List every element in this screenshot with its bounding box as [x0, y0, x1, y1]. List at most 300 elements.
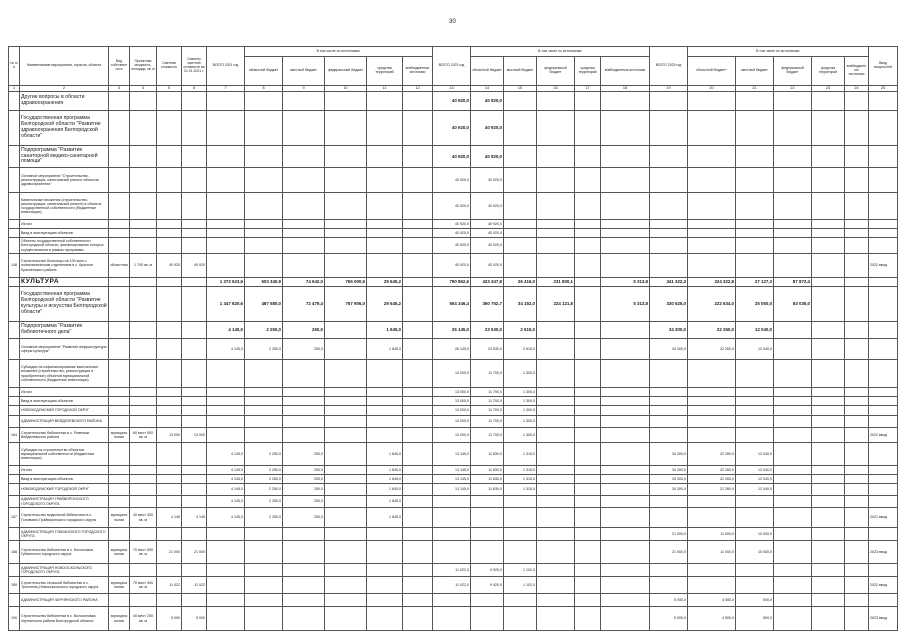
amount-cell — [504, 146, 537, 168]
amount-cell — [207, 220, 245, 229]
amount-cell — [688, 508, 736, 528]
amount-cell — [367, 254, 403, 278]
amount-cell: 250,0 — [283, 322, 325, 339]
amount-cell — [575, 416, 601, 428]
header-cell: областной бюджет — [245, 57, 283, 86]
amount-cell: 34 300,0 — [650, 466, 688, 475]
amount-cell — [845, 168, 869, 193]
amount-cell: 250,0 — [283, 443, 325, 466]
amount-cell — [283, 360, 325, 388]
object-attr-cell — [109, 594, 130, 607]
amount-cell: 1 645,0 — [367, 466, 403, 475]
amount-cell — [283, 238, 325, 254]
amount-cell — [845, 254, 869, 278]
amount-cell — [688, 388, 736, 397]
amount-cell — [601, 466, 650, 475]
amount-cell — [688, 111, 736, 146]
object-attr-cell — [130, 193, 157, 220]
amount-cell — [245, 388, 283, 397]
object-attr-cell — [130, 220, 157, 229]
table-row — [9, 238, 898, 254]
amount-cell — [403, 322, 433, 339]
amount-cell — [157, 193, 182, 220]
amount-cell: 40 920 — [157, 254, 182, 278]
column-number-cell: 23 — [812, 86, 845, 92]
amount-cell — [367, 146, 403, 168]
amount-cell — [157, 475, 182, 484]
object-attr-cell: муниципальная — [109, 577, 130, 594]
amount-cell: 21 000 — [157, 541, 182, 564]
amount-cell — [283, 229, 325, 238]
amount-cell — [537, 475, 575, 484]
object-attr-cell — [130, 278, 157, 287]
amount-cell — [207, 111, 245, 146]
amount-cell — [845, 111, 869, 146]
amount-cell: 21 000,0 — [650, 541, 688, 564]
amount-cell — [688, 254, 736, 278]
commissioning-cell — [869, 475, 898, 484]
amount-cell — [736, 229, 774, 238]
amount-cell — [182, 594, 207, 607]
commissioning-cell: 2021 ввод — [869, 508, 898, 528]
amount-cell — [812, 428, 845, 443]
object-attr-cell: муниципальная — [109, 607, 130, 631]
amount-cell: 2 250,0 — [245, 508, 283, 528]
amount-cell: 250,0 — [283, 496, 325, 508]
amount-cell — [325, 146, 367, 168]
amount-cell — [403, 278, 433, 287]
amount-cell — [601, 607, 650, 631]
amount-cell: 40 920,0 — [433, 111, 471, 146]
amount-cell — [812, 443, 845, 466]
column-number-cell: 2 — [20, 86, 109, 92]
amount-cell — [504, 528, 537, 541]
column-number-cell: 21 — [736, 86, 774, 92]
amount-cell — [403, 496, 433, 508]
item-name-cell: Строительство библиотеки в с. Ровеньки Вейделевского района — [20, 428, 109, 443]
amount-cell — [601, 594, 650, 607]
object-attr-cell — [109, 416, 130, 428]
amount-cell — [325, 229, 367, 238]
amount-cell — [537, 428, 575, 443]
amount-cell — [245, 428, 283, 443]
column-number-cell: 16 — [537, 86, 575, 92]
row-number-cell: 148 — [9, 254, 20, 278]
amount-cell: 34 300,0 — [650, 322, 688, 339]
amount-cell: 40 920,0 — [433, 229, 471, 238]
row-number-cell — [9, 278, 20, 287]
amount-cell — [650, 111, 688, 146]
amount-cell — [537, 111, 575, 146]
commissioning-cell — [869, 406, 898, 416]
amount-cell: 5 000,0 — [650, 607, 688, 631]
amount-cell — [537, 92, 575, 111]
amount-cell: 5 000 — [182, 607, 207, 631]
amount-cell — [403, 607, 433, 631]
amount-cell — [601, 193, 650, 220]
amount-cell: 29 645,2 — [367, 278, 403, 287]
amount-cell — [403, 220, 433, 229]
table-row — [9, 168, 898, 193]
row-number-cell — [9, 360, 20, 388]
amount-cell — [403, 428, 433, 443]
amount-cell — [812, 111, 845, 146]
amount-cell — [601, 484, 650, 496]
amount-cell — [245, 607, 283, 631]
amount-cell — [157, 564, 182, 577]
amount-cell — [403, 541, 433, 564]
amount-cell: 250,0 — [283, 466, 325, 475]
amount-cell — [537, 168, 575, 193]
amount-cell — [537, 594, 575, 607]
amount-cell — [736, 428, 774, 443]
amount-cell — [157, 406, 182, 416]
amount-cell — [688, 92, 736, 111]
amount-cell: 34 300,0 — [650, 475, 688, 484]
commissioning-cell — [869, 111, 898, 146]
amount-cell — [688, 220, 736, 229]
amount-cell: 34 152,0 — [504, 287, 537, 322]
amount-cell — [537, 496, 575, 508]
amount-cell — [845, 193, 869, 220]
amount-cell — [245, 594, 283, 607]
amount-cell — [245, 577, 283, 594]
amount-cell — [601, 111, 650, 146]
amount-cell — [403, 92, 433, 111]
amount-cell: 11 830,0 — [471, 484, 504, 496]
amount-cell — [845, 416, 869, 428]
amount-cell — [736, 416, 774, 428]
header-cell: федеральный бюджет — [325, 57, 367, 86]
amount-cell: 4 500,0 — [688, 594, 736, 607]
amount-cell: 13 145,0 — [433, 484, 471, 496]
amount-cell — [845, 238, 869, 254]
header-group-row — [9, 47, 898, 57]
amount-cell — [774, 220, 812, 229]
column-number-cell: 18 — [601, 86, 650, 92]
amount-cell — [325, 397, 367, 406]
amount-cell — [537, 443, 575, 466]
amount-cell — [403, 443, 433, 466]
amount-cell: 1 645,0 — [367, 443, 403, 466]
column-number-cell: 4 — [130, 86, 157, 92]
page-number: 30 — [449, 19, 456, 25]
amount-cell — [367, 92, 403, 111]
object-attr-cell — [130, 388, 157, 397]
amount-cell: 2 615,0 — [504, 322, 537, 339]
amount-cell — [845, 146, 869, 168]
amount-cell — [504, 607, 537, 631]
amount-cell: 1 315,0 — [504, 443, 537, 466]
amount-cell: 330 625,0 — [650, 287, 688, 322]
table-row — [9, 416, 898, 428]
header-cell: местный бюджет — [504, 57, 537, 86]
table-row — [9, 577, 898, 594]
amount-cell — [367, 428, 403, 443]
amount-cell: 4 145,0 — [207, 484, 245, 496]
amount-cell — [325, 416, 367, 428]
amount-cell — [367, 564, 403, 577]
amount-cell — [325, 577, 367, 594]
amount-cell — [283, 220, 325, 229]
commissioning-cell — [869, 278, 898, 287]
amount-cell — [325, 607, 367, 631]
amount-cell: 224 322,8 — [688, 278, 736, 287]
amount-cell — [157, 339, 182, 360]
table-row — [9, 360, 898, 388]
amount-cell — [367, 594, 403, 607]
amount-cell — [650, 496, 688, 508]
amount-cell: 40 920,0 — [433, 193, 471, 220]
amount-cell — [182, 406, 207, 416]
amount-cell — [182, 278, 207, 287]
amount-cell — [207, 528, 245, 541]
object-attr-cell — [109, 475, 130, 484]
table-row — [9, 564, 898, 577]
amount-cell — [601, 508, 650, 528]
amount-cell — [688, 496, 736, 508]
amount-cell — [504, 111, 537, 146]
amount-cell — [845, 278, 869, 287]
header-cell: федеральный бюджет — [537, 57, 575, 86]
amount-cell: 83 035,0 — [774, 287, 812, 322]
object-attr-cell: областная — [109, 254, 130, 278]
amount-cell — [325, 339, 367, 360]
amount-cell — [325, 541, 367, 564]
object-attr-cell — [109, 193, 130, 220]
amount-cell: 13 000,0 — [433, 416, 471, 428]
amount-cell — [403, 577, 433, 594]
amount-cell — [403, 406, 433, 416]
amount-cell — [601, 238, 650, 254]
amount-cell: 40 920,0 — [471, 220, 504, 229]
amount-cell — [774, 254, 812, 278]
amount-cell — [845, 322, 869, 339]
header-cell: ВСЕГО 2022 год — [433, 47, 471, 86]
amount-cell: 5 000,0 — [650, 594, 688, 607]
amount-cell — [774, 406, 812, 416]
amount-cell — [601, 528, 650, 541]
amount-cell — [845, 406, 869, 416]
table-row — [9, 428, 898, 443]
amount-cell — [283, 193, 325, 220]
amount-cell — [403, 508, 433, 528]
amount-cell — [207, 229, 245, 238]
header-cell: областной бюджет* — [688, 57, 736, 86]
amount-cell — [650, 577, 688, 594]
amount-cell — [688, 238, 736, 254]
amount-cell: 40 920,0 — [433, 238, 471, 254]
amount-cell: 1 347 620,6 — [207, 287, 245, 322]
amount-cell — [367, 168, 403, 193]
amount-cell — [774, 388, 812, 397]
amount-cell — [325, 564, 367, 577]
amount-cell: 22 260,0 — [688, 339, 736, 360]
commissioning-cell — [869, 229, 898, 238]
object-attr-cell — [130, 360, 157, 388]
amount-cell — [283, 564, 325, 577]
amount-cell — [157, 466, 182, 475]
amount-cell — [774, 229, 812, 238]
amount-cell — [245, 238, 283, 254]
amount-cell — [845, 475, 869, 484]
amount-cell: 487 580,0 — [245, 287, 283, 322]
item-name-cell: Основное мероприятие "Развитие инфраструктуры сферы культуры" — [20, 339, 109, 360]
amount-cell: 12 040,0 — [736, 484, 774, 496]
header-cell: № п/п — [9, 47, 20, 86]
amount-cell — [736, 397, 774, 406]
commissioning-cell — [869, 360, 898, 388]
amount-cell — [182, 360, 207, 388]
amount-cell — [537, 406, 575, 416]
commissioning-cell: 2022 ввод — [869, 428, 898, 443]
amount-cell — [367, 406, 403, 416]
amount-cell — [650, 360, 688, 388]
column-number-cell: 14 — [471, 86, 504, 92]
header-cell: местный бюджет — [736, 57, 774, 86]
amount-cell — [283, 397, 325, 406]
amount-cell — [845, 466, 869, 475]
amount-cell — [650, 388, 688, 397]
amount-cell: 22 260,0 — [688, 466, 736, 475]
amount-cell — [537, 220, 575, 229]
amount-cell — [283, 388, 325, 397]
amount-cell — [157, 146, 182, 168]
amount-cell — [601, 220, 650, 229]
amount-cell — [403, 594, 433, 607]
amount-cell — [575, 541, 601, 564]
amount-cell — [325, 475, 367, 484]
amount-cell — [575, 484, 601, 496]
amount-cell — [325, 254, 367, 278]
amount-cell — [845, 397, 869, 406]
column-number-cell: 22 — [774, 86, 812, 92]
amount-cell — [325, 496, 367, 508]
column-number-cell: 1 — [9, 86, 20, 92]
amount-cell — [812, 607, 845, 631]
header-cell: федеральный бюджет — [774, 57, 812, 86]
amount-cell — [207, 92, 245, 111]
amount-cell — [157, 229, 182, 238]
amount-cell — [575, 229, 601, 238]
commissioning-cell — [869, 168, 898, 193]
amount-cell: 22 260,0 — [688, 475, 736, 484]
amount-cell: 4 145,0 — [207, 322, 245, 339]
amount-cell — [736, 92, 774, 111]
amount-cell — [283, 254, 325, 278]
amount-cell — [845, 443, 869, 466]
amount-cell — [537, 508, 575, 528]
row-number-cell — [9, 564, 20, 577]
amount-cell — [325, 238, 367, 254]
amount-cell — [601, 406, 650, 416]
amount-cell — [845, 577, 869, 594]
amount-cell: 22 260,0 — [688, 443, 736, 466]
amount-cell: 250,0 — [283, 339, 325, 360]
amount-cell — [403, 466, 433, 475]
amount-cell: 1 102,0 — [504, 564, 537, 577]
amount-cell — [812, 475, 845, 484]
amount-cell — [688, 406, 736, 416]
object-attr-cell — [109, 146, 130, 168]
object-attr-cell — [130, 443, 157, 466]
amount-cell — [736, 220, 774, 229]
amount-cell — [537, 238, 575, 254]
amount-cell — [845, 360, 869, 388]
amount-cell — [736, 111, 774, 146]
amount-cell — [774, 397, 812, 406]
amount-cell — [688, 428, 736, 443]
amount-cell — [537, 388, 575, 397]
amount-cell — [367, 111, 403, 146]
amount-cell — [812, 484, 845, 496]
object-attr-cell — [130, 229, 157, 238]
amount-cell — [845, 508, 869, 528]
table-row — [9, 339, 898, 360]
amount-cell — [575, 528, 601, 541]
object-attr-cell — [109, 528, 130, 541]
amount-cell — [812, 466, 845, 475]
amount-cell — [207, 388, 245, 397]
amount-cell — [736, 508, 774, 528]
amount-cell: 13 145,0 — [433, 443, 471, 466]
amount-cell — [433, 607, 471, 631]
table-row — [9, 322, 898, 339]
amount-cell — [601, 229, 650, 238]
amount-cell — [207, 254, 245, 278]
amount-cell — [403, 146, 433, 168]
amount-cell — [845, 528, 869, 541]
amount-cell — [283, 406, 325, 416]
object-attr-cell — [130, 322, 157, 339]
amount-cell — [157, 92, 182, 111]
amount-cell: 11 700,0 — [471, 360, 504, 388]
amount-cell — [812, 564, 845, 577]
row-number-cell — [9, 388, 20, 397]
amount-cell — [504, 238, 537, 254]
amount-cell: 500,0 — [736, 607, 774, 631]
item-name-cell: АДМИНИСТРАЦИЯ ВЕЙДЕЛЕВСКОГО РАЙОНА — [20, 416, 109, 428]
item-name-cell: Строительство больницы на 100 коек с поликлиническим отделением в с. Красное Красненского района — [20, 254, 109, 278]
amount-cell: 11 700,0 — [471, 397, 504, 406]
amount-cell — [245, 360, 283, 388]
amount-cell — [403, 388, 433, 397]
amount-cell — [575, 146, 601, 168]
table-row — [9, 278, 898, 287]
amount-cell: 4 145,0 — [207, 475, 245, 484]
amount-cell — [845, 388, 869, 397]
row-number-cell — [9, 111, 20, 146]
amount-cell — [182, 416, 207, 428]
item-name-cell: Строительство модельной библиотеки в с. Головчино Грайворонского городского округа — [20, 508, 109, 528]
amount-cell — [403, 238, 433, 254]
amount-cell: 27 127,3 — [736, 278, 774, 287]
amount-cell — [537, 484, 575, 496]
amount-cell — [504, 594, 537, 607]
amount-cell — [504, 168, 537, 193]
amount-cell: 250,0 — [283, 508, 325, 528]
amount-cell — [367, 607, 403, 631]
amount-cell — [207, 416, 245, 428]
amount-cell — [325, 193, 367, 220]
amount-cell — [650, 146, 688, 168]
amount-cell: 1 645,0 — [367, 484, 403, 496]
amount-cell: 25 050,0 — [736, 287, 774, 322]
amount-cell — [537, 254, 575, 278]
amount-cell — [845, 428, 869, 443]
amount-cell — [207, 607, 245, 631]
row-number-cell — [9, 339, 20, 360]
